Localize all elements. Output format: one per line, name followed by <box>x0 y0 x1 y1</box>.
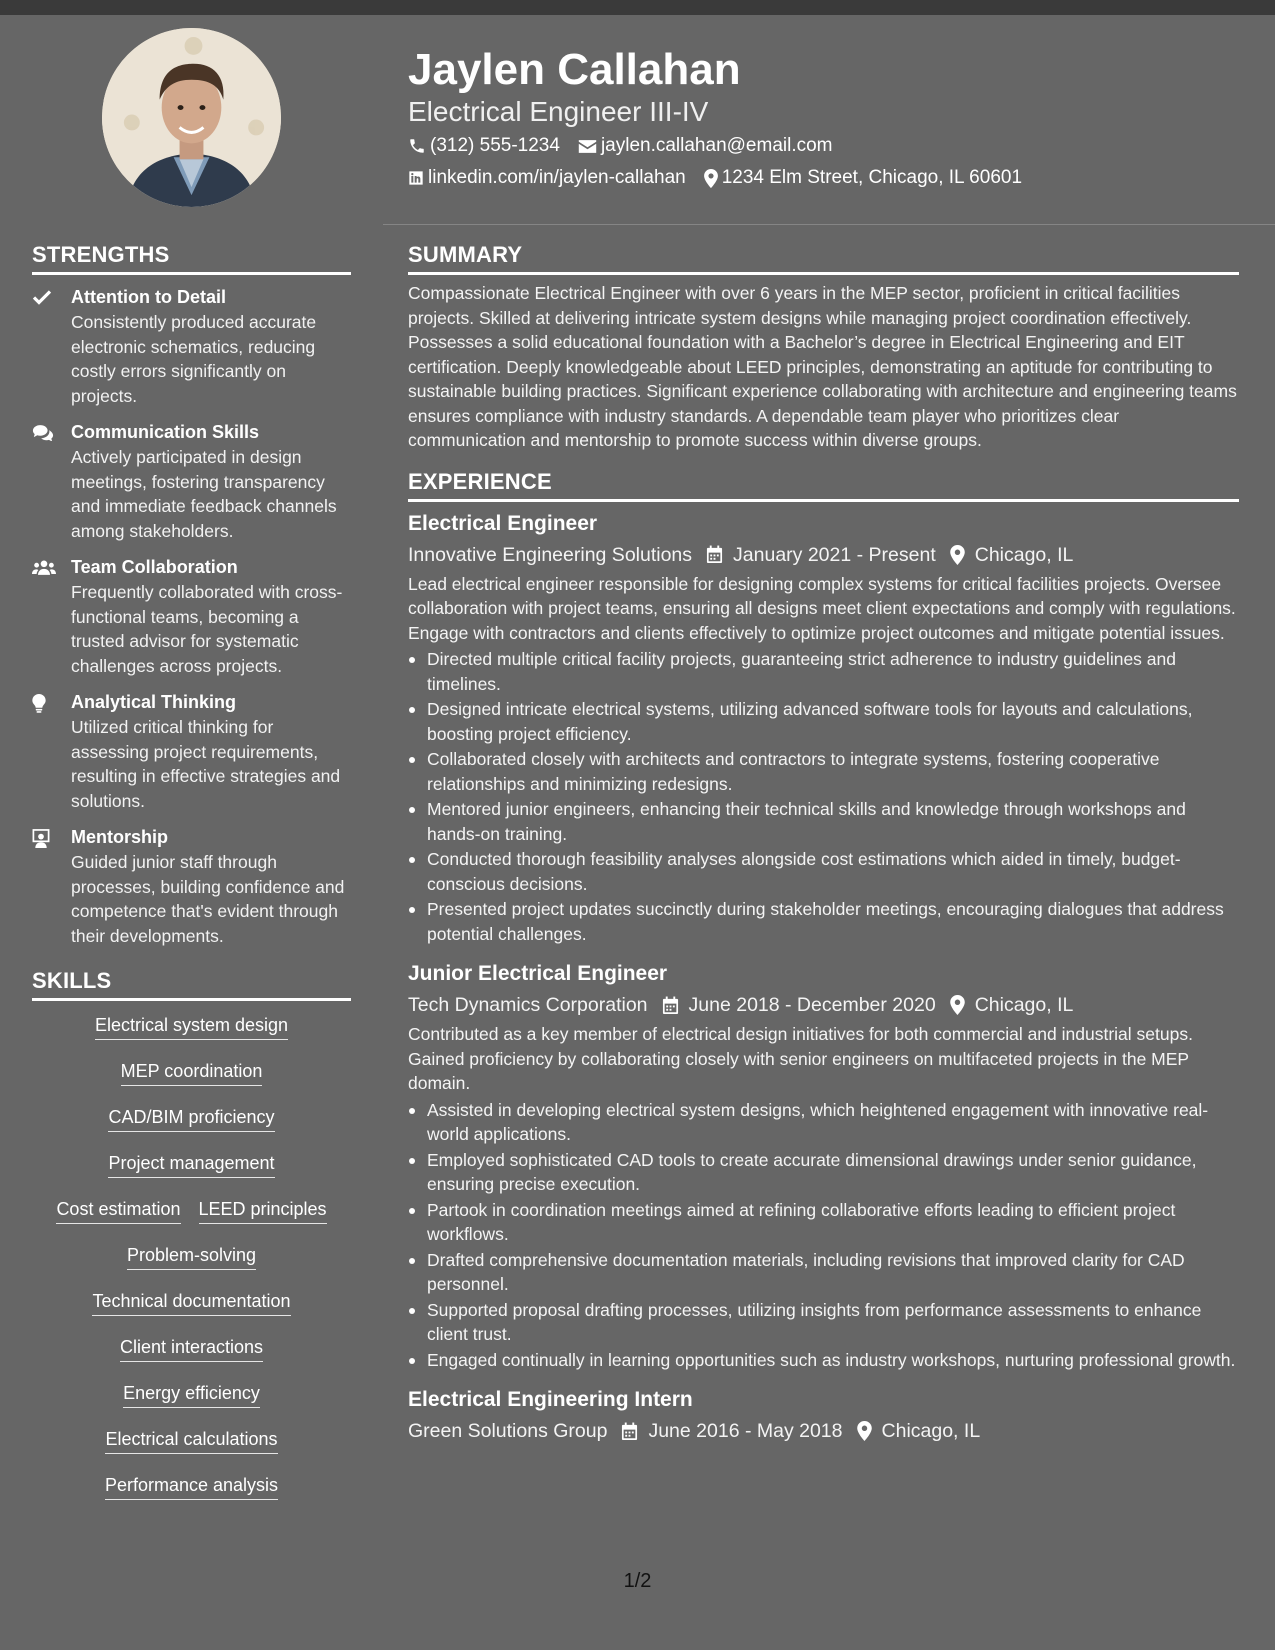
job-location: Chicago, IL <box>974 994 1074 1016</box>
strength-desc: Utilized critical thinking for assessing project requirements, resulting in effective strategies and solutions. <box>71 717 341 811</box>
teacher-icon <box>32 825 71 948</box>
strength-item <box>32 420 351 543</box>
job-position: Junior Electrical Engineer <box>408 962 668 985</box>
bullet-item: Supported proposal drafting processes, utilizing insights from performance assessments to enhance client trust. <box>408 1298 1239 1347</box>
bullet-item: Assisted in developing electrical system designs, which heightened engagement with innovative real-world applications. <box>408 1098 1239 1147</box>
job-location: Chicago, IL <box>974 543 1074 566</box>
experience-heading: EXPERIENCE <box>408 468 1239 502</box>
contact-row-2 <box>408 165 1040 191</box>
strength-name: Analytical Thinking <box>71 692 237 712</box>
skills-list <box>32 1013 351 1519</box>
company-name: Tech Dynamics Corporation <box>408 994 648 1016</box>
bullet-item: Designed intricate electrical systems, utilizing advanced software tools for layouts and calculations, boosting project efficiency. <box>408 697 1239 746</box>
strength-desc: Guided junior staff through processes, building confidence and competence that's evident through their developments. <box>71 852 345 946</box>
job-meta <box>408 990 1239 1020</box>
calendar-icon <box>706 545 723 564</box>
map-pin-icon <box>950 545 965 565</box>
map-pin-icon <box>704 169 718 188</box>
skill-tag: Cost estimation <box>56 1197 180 1224</box>
job-meta <box>408 540 1239 570</box>
skill-tag: Client interactions <box>120 1335 263 1362</box>
calendar-icon <box>662 996 679 1015</box>
bullet-item: Mentored junior engineers, enhancing their technical skills and knowledge through workshops and hands-on training. <box>408 797 1239 846</box>
bullet-item: Directed multiple critical facility projects, guaranteeing strict adherence to industry guidelines and timelines. <box>408 647 1239 696</box>
lightbulb-icon <box>32 690 71 813</box>
job-description: Contributed as a key member of electrical design initiatives for both commercial and industrial setups. Gained proficiency by collaborating closely with senior engineers on multifaceted projects in the MEP domain. <box>408 1024 1193 1093</box>
skill-tag: Problem-solving <box>127 1243 256 1270</box>
strength-item <box>32 285 351 408</box>
strength-item <box>32 555 351 678</box>
job-dates: January 2021 - Present <box>733 543 936 566</box>
address-text: 1234 Elm Street, Chicago, IL 60601 <box>721 167 1023 188</box>
skill-tag: LEED principles <box>199 1197 327 1224</box>
map-pin-icon <box>950 995 965 1015</box>
linkedin-text: linkedin.com/in/jaylen-callahan <box>428 167 686 188</box>
skill-tag: CAD/BIM proficiency <box>108 1105 274 1132</box>
strength-desc: Actively participated in design meetings, fostering transparency and immediate feedback channels among stakeholders. <box>71 447 337 541</box>
job-description: Lead electrical engineer responsible for designing complex systems for critical facilities projects. Oversee collaboration with project teams, ensuring all designs meet client expectations and comply with regulations. Engage with contractors and clients effectively to optimize project outcomes and mitigate potential issues. <box>408 573 1236 643</box>
strengths-heading: STRENGTHS <box>32 241 351 275</box>
users-icon <box>32 555 71 678</box>
skills-heading: SKILLS <box>32 967 351 1001</box>
strength-item <box>32 690 351 813</box>
candidate-name: Jaylen Callahan <box>408 45 741 94</box>
phone-icon <box>408 137 426 155</box>
bullet-item: Conducted thorough feasibility analyses alongside cost estimations which aided in timely, budget-conscious decisions. <box>408 847 1239 896</box>
bullet-item: Employed sophisticated CAD tools to create accurate dimensional drawings under senior guidance, ensuring precise execution. <box>408 1148 1239 1197</box>
skill-tag: Electrical calculations <box>105 1427 277 1454</box>
skill-tag: MEP coordination <box>121 1059 263 1086</box>
skill-tag: Technical documentation <box>92 1289 290 1316</box>
skill-tag: Electrical system design <box>95 1013 288 1040</box>
job-dates: June 2018 - December 2020 <box>688 994 936 1016</box>
job-bullets <box>408 647 1239 946</box>
address-item <box>704 167 1022 189</box>
job-position: Electrical Engineer <box>408 511 598 535</box>
job-position: Electrical Engineering Intern <box>408 1388 693 1411</box>
strength-name: Attention to Detail <box>71 287 226 307</box>
strength-desc: Consistently produced accurate electronic schematics, reducing costly errors significantly on projects. <box>71 312 317 406</box>
left-column <box>32 241 351 1519</box>
linkedin-item[interactable] <box>408 167 686 189</box>
experience-entry <box>408 508 1239 947</box>
email-text: jaylen.callahan@email.com <box>600 135 833 156</box>
strength-item <box>32 825 351 948</box>
strengths-list <box>32 285 351 948</box>
bullet-item: Collaborated closely with architects and contractors to integrate systems, fostering cooperative relationships and minimizing redesigns. <box>408 747 1239 796</box>
company-name: Green Solutions Group <box>408 1420 608 1442</box>
strength-name: Team Collaboration <box>71 557 238 577</box>
experience-entry <box>408 1384 1239 1446</box>
phone-item[interactable] <box>408 135 560 157</box>
map-pin-icon <box>857 1421 872 1441</box>
comments-icon <box>32 420 71 543</box>
bullet-item: Partook in coordination meetings aimed at refining collaborative efforts leading to efficient project workflows. <box>408 1198 1239 1247</box>
calendar-icon <box>621 1422 638 1441</box>
phone-text: (312) 555-1234 <box>430 135 560 156</box>
company-name: Innovative Engineering Solutions <box>408 543 693 566</box>
job-meta <box>408 1416 1239 1446</box>
summary-text: Compassionate Electrical Engineer with over 6 years in the MEP sector, proficient in critical facilities projects. Skilled at delivering intricate system designs while managing project coordination effectively. Possesses a solid educational foundation with a Bachelor’s degree in Electrical Engineering and EIT certification. Deeply knowledgeable about LEED principles, demonstrating an aptitude for contributing to sustainable building practices. Significant experience collaborating with architecture and engineering teams ensures compliance with industry standards. A dependable team player who prioritizes clear communication and mentorship to promote success within diverse groups. <box>408 283 1237 450</box>
check-icon <box>32 285 71 408</box>
skill-tag: Energy efficiency <box>123 1381 260 1408</box>
profile-photo <box>102 28 281 207</box>
envelope-icon <box>578 139 597 154</box>
skill-tag: Performance analysis <box>105 1473 278 1500</box>
strength-name: Mentorship <box>71 827 168 847</box>
linkedin-icon <box>408 170 424 186</box>
contact-row-1 <box>408 133 851 159</box>
header-divider <box>383 224 1275 225</box>
job-dates: June 2016 - May 2018 <box>648 1420 843 1442</box>
bullet-item: Presented project updates succinctly during stakeholder meetings, encouraging dialogues that address potential challenges. <box>408 897 1239 946</box>
strength-name: Communication Skills <box>71 422 260 442</box>
skill-tag: Project management <box>108 1151 274 1178</box>
top-bar <box>0 0 1275 15</box>
bullet-item: Drafted comprehensive documentation materials, including revisions that improved clarity for CAD personnel. <box>408 1248 1239 1297</box>
job-title: Electrical Engineer III-IV <box>408 96 709 127</box>
job-bullets <box>408 1098 1239 1373</box>
summary-heading: SUMMARY <box>408 241 1239 275</box>
experience-entry <box>408 958 1239 1372</box>
strength-desc: Frequently collaborated with cross-functional teams, becoming a trusted advisor for systematic challenges across projects. <box>71 582 343 676</box>
email-item[interactable] <box>578 135 833 157</box>
right-column <box>408 241 1239 1446</box>
page-number: 1/2 <box>623 1570 652 1592</box>
job-location: Chicago, IL <box>881 1420 981 1442</box>
bullet-item: Engaged continually in learning opportunities such as industry workshops, nurturing professional growth. <box>408 1348 1239 1373</box>
